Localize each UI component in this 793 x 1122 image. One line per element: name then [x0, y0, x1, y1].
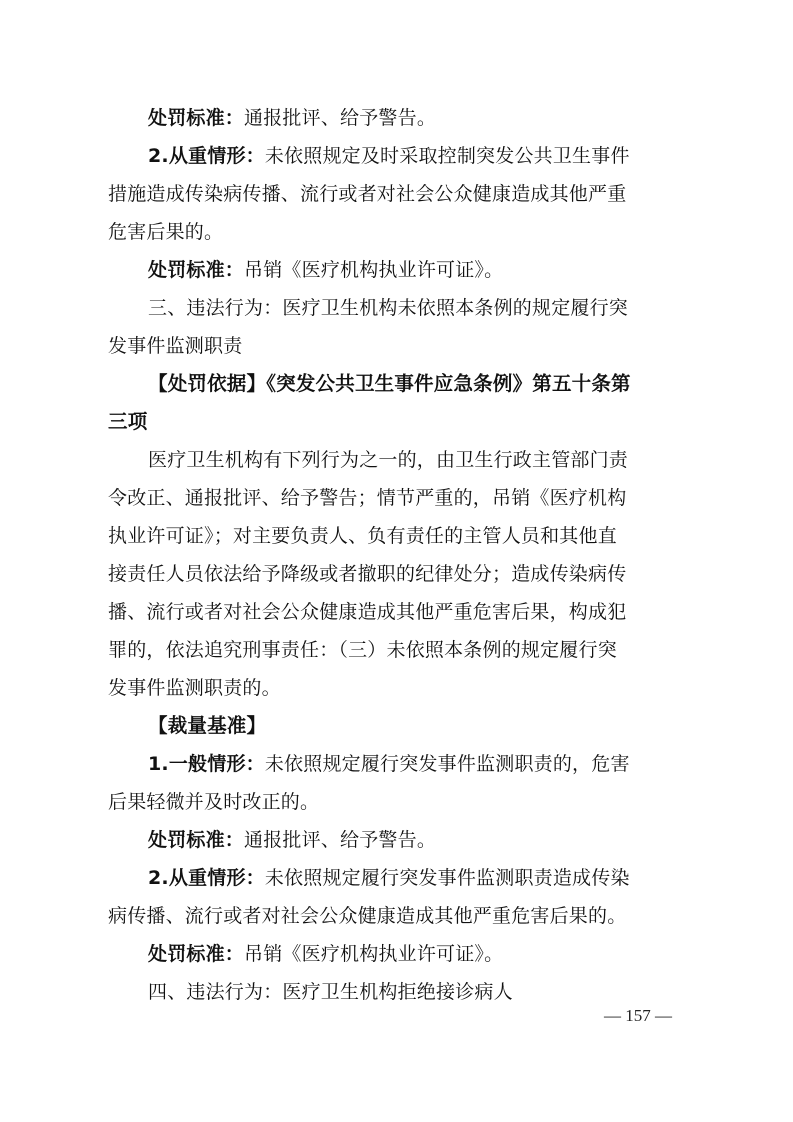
paragraph-line: 措施造成传染病传播、流行或者对社会公众健康造成其他严重: [108, 183, 627, 205]
paragraph-line: 执业许可证》；对主要负责人、负有责任的主管人员和其他直: [108, 525, 617, 547]
paragraph-line: 接责任人员依法给予降级或者撤职的纪律处分；造成传染病传: [108, 563, 627, 585]
paragraph-line: 处罚标准：通报批评、给予警告。: [148, 829, 437, 851]
page-number: — 157 —: [604, 1006, 672, 1025]
paragraph-line: 处罚标准：吊销《医疗机构执业许可证》。: [148, 259, 504, 281]
paragraph-line: 1.一般情形：未依照规定履行突发事件监测职责的，危害: [148, 753, 630, 775]
paragraph-line: 发事件监测职责: [108, 335, 243, 357]
paragraph-line: 2.从重情形：未依照规定履行突发事件监测职责造成传染: [148, 867, 630, 889]
label-bold: 处罚标准：: [148, 259, 245, 281]
label-bold: 1.一般情形：: [148, 753, 265, 775]
paragraph-line: 医疗卫生机构有下列行为之一的，由卫生行政主管部门责: [148, 449, 629, 471]
paragraph-line: 处罚标准：吊销《医疗机构执业许可证》。: [148, 943, 504, 965]
paragraph-line: 处罚标准：通报批评、给予警告。: [148, 107, 437, 129]
label-bold: 处罚标准：: [148, 943, 245, 965]
text-body: [108, 99, 682, 1011]
label-bold: 2.从重情形：: [148, 145, 265, 167]
paragraph-line: 发事件监测职责的。: [108, 677, 281, 699]
paragraph-line: 后果轻微并及时改正的。: [108, 791, 320, 813]
paragraph-line: 罪的，依法追究刑事责任：（三）未依照本条例的规定履行突: [108, 639, 617, 661]
label-bold: 2.从重情形：: [148, 867, 265, 889]
paragraph-line: 四、违法行为：医疗卫生机构拒绝接诊病人: [148, 981, 513, 1003]
paragraph-line: 2.从重情形：未依照规定及时采取控制突发公共卫生事件: [148, 145, 630, 167]
paragraph-line: 令改正、通报批评、给予警告；情节严重的，吊销《医疗机构: [108, 487, 627, 509]
paragraph-line: 三、违法行为：医疗卫生机构未依照本条例的规定履行突: [148, 297, 629, 319]
paragraph-line: 危害后果的。: [108, 221, 224, 243]
paragraph-line: 病传播、流行或者对社会公众健康造成其他严重危害后果的。: [108, 905, 627, 927]
section-heading: 【裁量基准】: [148, 714, 267, 737]
label-bold: 处罚标准：: [148, 829, 245, 851]
paragraph-line: 播、流行或者对社会公众健康造成其他严重危害后果，构成犯: [108, 601, 627, 623]
section-heading: 【处罚依据】《突发公共卫生事件应急条例》第五十条第: [148, 372, 631, 395]
section-heading: 三项: [108, 410, 148, 433]
label-bold: 处罚标准：: [148, 107, 245, 129]
